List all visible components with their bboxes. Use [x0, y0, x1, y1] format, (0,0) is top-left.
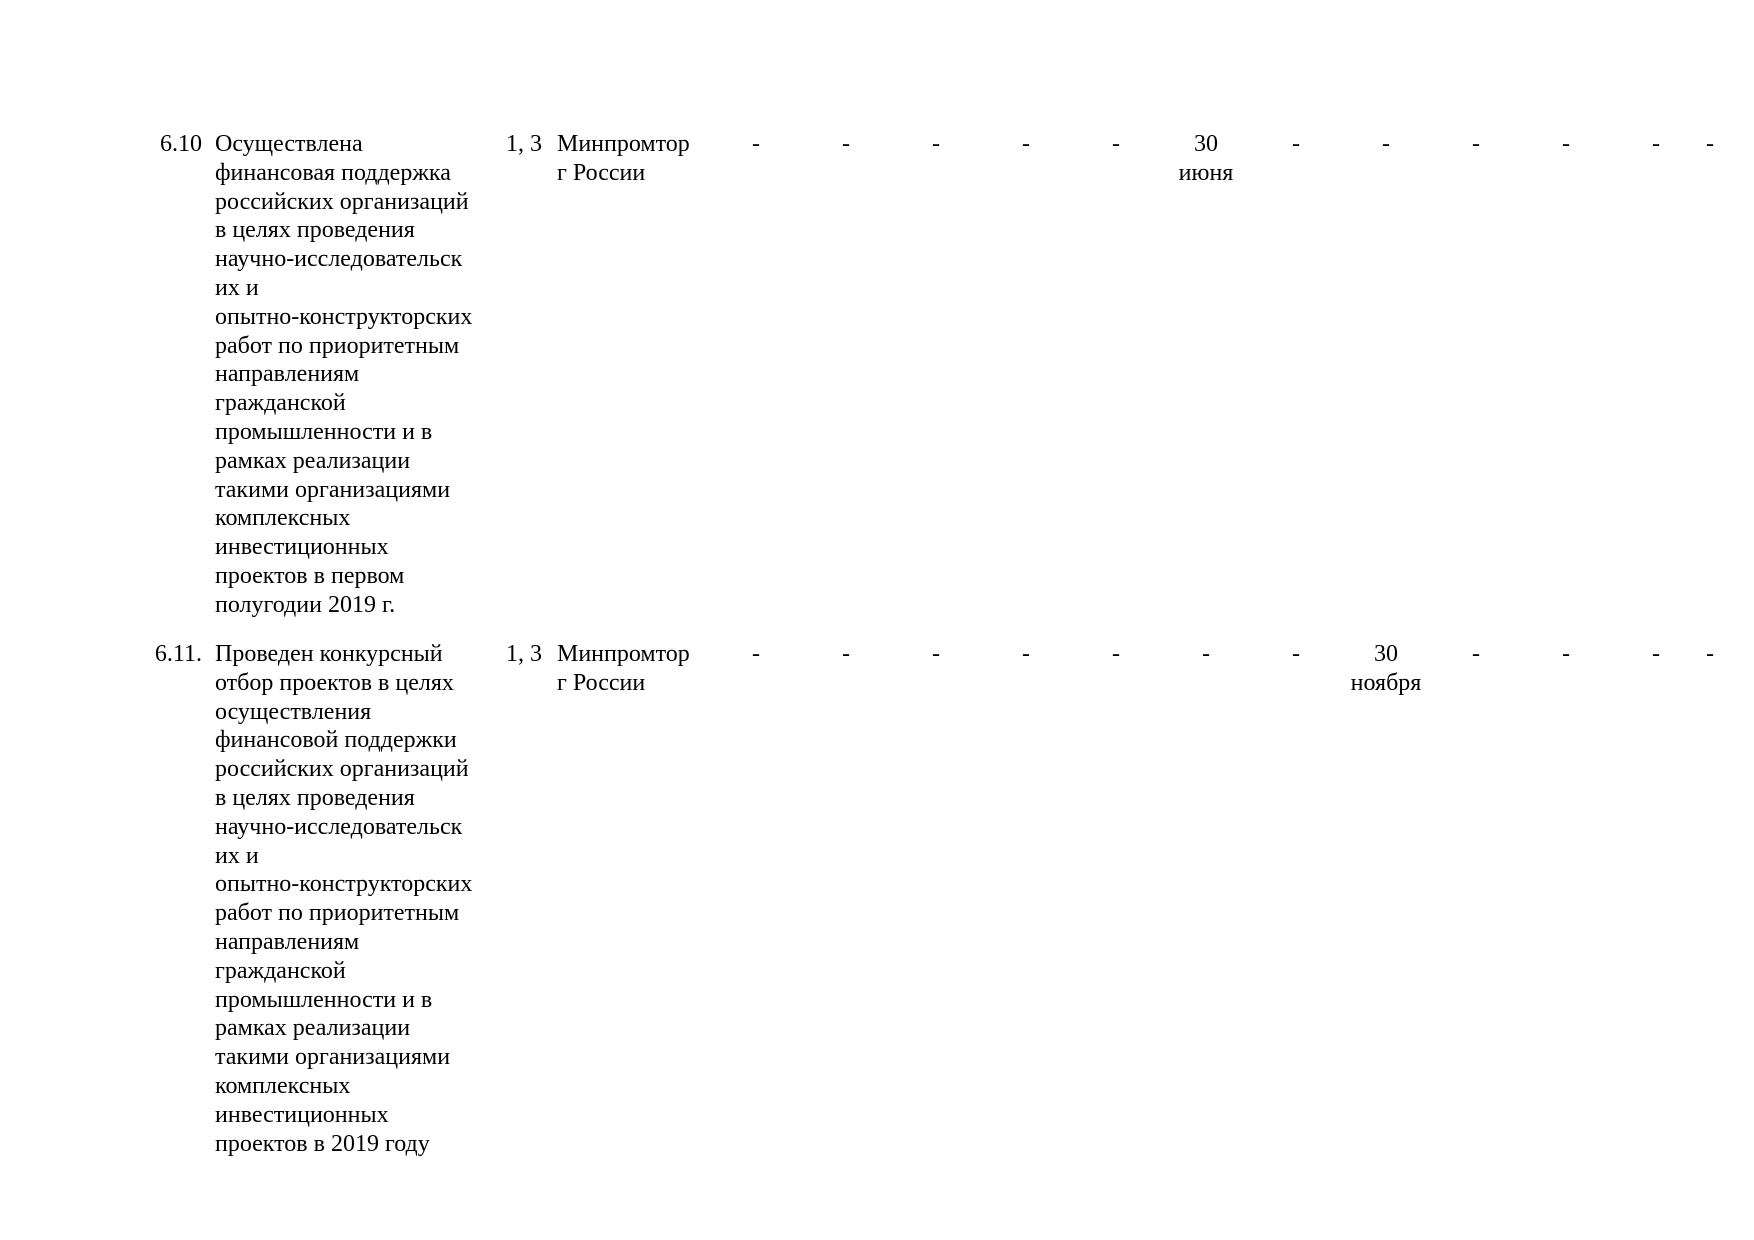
row-description: Осуществлена финансовая поддержка российских организаций в целях проведения научно-исследовательск их и опытно-конструкторских работ по приоритетным направлениям гражданской промышленности и в рамках реализации такими организациями комплексных инвестиционных проектов в первом полугодии 2019 г.: [215, 131, 473, 618]
row-executor: Минпромтор г России: [557, 641, 690, 696]
row-mark-12: -: [1706, 641, 1714, 667]
row-mark-4: -: [1022, 131, 1030, 157]
row-number: 6.10: [160, 131, 202, 157]
row-mark-7: -: [1292, 641, 1300, 667]
row-mark-6: 30 июня: [1178, 131, 1234, 186]
row-mark-8: -: [1382, 131, 1390, 157]
row-executor: Минпромтор г России: [557, 131, 690, 186]
row-mark-1: -: [752, 641, 760, 667]
row-number: 6.11.: [154, 641, 202, 667]
row-mark-11: -: [1652, 641, 1660, 667]
row-reference: 1, 3: [506, 131, 542, 157]
row-mark-6: -: [1202, 641, 1210, 667]
row-mark-9: -: [1472, 641, 1480, 667]
row-mark-12: -: [1706, 131, 1714, 157]
row-mark-3: -: [932, 641, 940, 667]
row-mark-2: -: [842, 131, 850, 157]
row-mark-1: -: [752, 131, 760, 157]
row-mark-10: -: [1562, 131, 1570, 157]
row-mark-7: -: [1292, 131, 1300, 157]
row-mark-3: -: [932, 131, 940, 157]
row-mark-2: -: [842, 641, 850, 667]
row-mark-10: -: [1562, 641, 1570, 667]
row-mark-8: 30 ноября: [1350, 641, 1422, 696]
row-mark-5: -: [1112, 131, 1120, 157]
row-mark-11: -: [1652, 131, 1660, 157]
row-mark-5: -: [1112, 641, 1120, 667]
row-mark-9: -: [1472, 131, 1480, 157]
row-reference: 1, 3: [506, 641, 542, 667]
row-mark-4: -: [1022, 641, 1030, 667]
row-description: Проведен конкурсный отбор проектов в целях осуществления финансовой поддержки российских организаций в целях проведения научно-исследовательск их и опытно-конструкторских работ по приоритетным направлениям гражданской промышленности и в рамках реализации такими организациями комплексных инвестиционных проектов в 2019 году: [215, 641, 473, 1157]
